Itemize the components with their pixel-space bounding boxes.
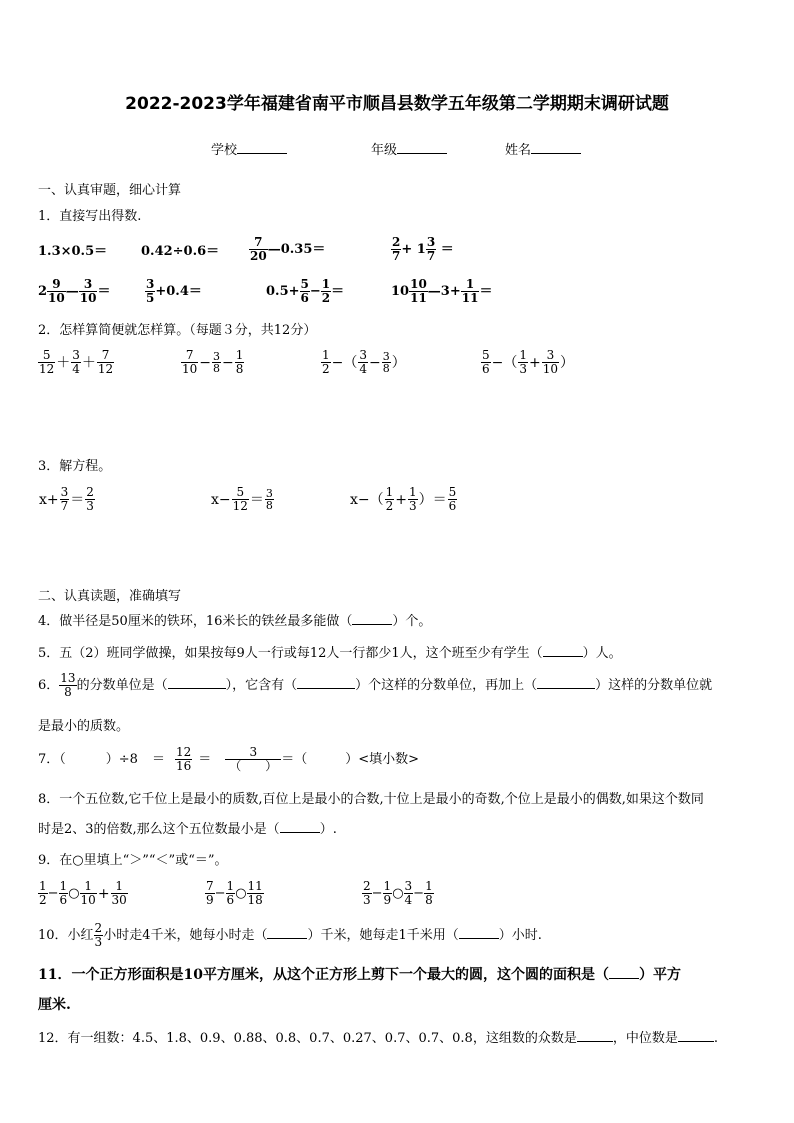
- fraction: $\frac{1}{3}$: [519, 348, 528, 376]
- fraction: $\frac{1}{2}$: [39, 879, 47, 907]
- fraction: $\frac{1}{8}$: [235, 348, 244, 376]
- q9-compare-2: $\frac{7}{9}$ − $\frac{1}{6}$ ○ $\frac{11}{18}$: [206, 879, 263, 907]
- grade-field[interactable]: [371, 143, 447, 159]
- question-11-line1: 11．一个正方形面积是10平方厘米，从这个正方形上剪下一个最大的圆，这个圆的面积是（ ）平方: [38, 967, 681, 983]
- question-6-line2: 是最小的质数。: [38, 719, 130, 734]
- answer-blank[interactable]: [267, 938, 307, 939]
- answer-blank[interactable]: [678, 1041, 714, 1042]
- q3-equation-1: x+ $\frac{3}{7}$ ＝ $\frac{2}{3}$: [39, 485, 94, 513]
- fraction: $\frac{3}{7}$: [60, 485, 69, 513]
- fraction: $\frac{2}{3}$: [86, 485, 94, 513]
- fraction: $\frac{1}{10}$: [80, 879, 96, 907]
- fraction: $\frac{2}{3}$: [363, 879, 371, 907]
- school-blank[interactable]: [237, 153, 287, 154]
- answer-blank[interactable]: [543, 656, 583, 657]
- question-11-line2: 厘米.: [38, 997, 71, 1013]
- fraction: $\frac{11}{18}$: [247, 879, 263, 907]
- grade-label: 年级: [371, 143, 398, 158]
- fraction: $\frac{1}{8}$: [425, 879, 433, 907]
- q2-expression-1: $\frac{5}{12}$ ＋ $\frac{3}{4}$ ＋ $\frac{7}{12}$: [39, 348, 114, 376]
- q1-item-h: 10 $\frac{10}{11}$ —3+ $\frac{1}{11}$ ＝: [391, 277, 493, 305]
- q2-expression-2: $\frac{7}{10}$ − $\frac{3}{8}$ − $\frac{1}{8}$: [182, 348, 244, 376]
- fraction: $\frac{5}{6}$: [448, 485, 457, 513]
- question-3-label: 3．解方程。: [38, 459, 112, 474]
- q1-item-c: $\frac{7}{20}$ —0.35＝: [250, 235, 326, 263]
- name-label: 姓名: [505, 143, 532, 158]
- answer-blank[interactable]: [459, 938, 499, 939]
- fraction: $\frac{1}{3}$: [409, 485, 417, 513]
- fraction: $\frac{1}{9}$: [383, 879, 392, 907]
- fraction: $\frac{7}{20}$: [250, 235, 267, 263]
- question-8-line1: 8．一个五位数,它千位上是最小的质数,百位上是最小的合数,十位上是最小的奇数,个位上是最小的偶数,如果这个数同: [38, 792, 704, 807]
- q1-item-e: 2 $\frac{9}{10}$ — $\frac{3}{10}$ ＝: [38, 277, 111, 305]
- q1-item-a: 1.3×0.5＝: [38, 244, 108, 259]
- question-5: 5．五（2）班同学做操，如果按每9人一行或每12人一行都少1人，这个班至少有学生（ ）人。: [38, 646, 622, 661]
- fraction: $\frac{13}{8}$: [60, 671, 76, 699]
- question-2-label: 2．怎样算简便就怎样算。（每题３分，共12分）: [38, 323, 317, 338]
- fraction: $\frac{3}{10}$: [79, 277, 97, 305]
- q1-item-f: $\frac{3}{5}$ +0.4＝: [146, 277, 202, 305]
- question-12: 12．有一组数：4.5、1.8、0.9、0.88、0.8、0.7、0.27、0.7、0.7、0.8，这组数的众数是 ，中位数是 .: [38, 1031, 718, 1046]
- page-title: 2022-2023学年福建省南平市顺昌县数学五年级第二学期期末调研试题: [125, 94, 669, 114]
- fraction: $\frac{1}{2}$: [321, 277, 331, 305]
- compare-circle[interactable]: ○: [392, 886, 404, 901]
- answer-blank[interactable]: [609, 978, 639, 979]
- fraction: $\frac{1}{30}$: [111, 879, 127, 907]
- question-1-label: 1．直接写出得数.: [38, 209, 142, 224]
- q2-expression-4: $\frac{5}{6}$ −（ $\frac{1}{3}$ + $\frac{3}{10}$ ）: [482, 348, 575, 376]
- answer-blank[interactable]: [537, 688, 595, 689]
- fraction[interactable]: $\frac{3}{( )}$: [225, 746, 281, 773]
- fraction: $\frac{3}{4}$: [72, 348, 80, 376]
- fraction: $\frac{3}{5}$: [146, 277, 155, 305]
- fraction: $\frac{5}{12}$: [232, 485, 248, 513]
- name-field[interactable]: [505, 143, 581, 159]
- fraction: $\frac{9}{10}$: [48, 277, 65, 305]
- fraction: $\frac{3}{8}$: [213, 350, 221, 375]
- grade-blank[interactable]: [397, 153, 447, 154]
- fraction: $\frac{5}{6}$: [482, 348, 490, 376]
- fraction: $\frac{10}{11}$: [410, 277, 427, 305]
- answer-blank[interactable]: [352, 624, 392, 625]
- answer-blank[interactable]: [577, 1041, 613, 1042]
- answer-blank[interactable]: [280, 832, 320, 833]
- fraction: $\frac{3}{4}$: [404, 879, 413, 907]
- q2-expression-3: $\frac{1}{2}$ −（ $\frac{3}{4}$ − $\frac{3}{8}$ ）: [322, 348, 406, 376]
- fraction: $\frac{3}{8}$: [382, 350, 390, 375]
- fraction: $\frac{5}{6}$: [300, 277, 309, 305]
- fraction: $\frac{7}{9}$: [206, 879, 214, 907]
- q9-compare-1: $\frac{1}{2}$ − $\frac{1}{6}$ ○ $\frac{1}{10}$ + $\frac{1}{30}$: [39, 879, 127, 907]
- question-4: 4．做半径是50厘米的铁环，16米长的铁丝最多能做（ ）个。: [38, 614, 432, 629]
- compare-circle[interactable]: ○: [68, 886, 80, 901]
- question-8-line2: 时是2、3的倍数,那么这个五位数最小是（ ）.: [38, 822, 337, 837]
- school-field[interactable]: [211, 143, 287, 159]
- fraction: $\frac{2}{3}$: [94, 921, 103, 949]
- name-blank[interactable]: [531, 153, 581, 154]
- q3-equation-3: x−（ $\frac{1}{2}$ + $\frac{1}{3}$ ）＝ $\frac{5}{6}$: [350, 485, 457, 513]
- question-10: 10．小红 $\frac{2}{3}$ 小时走4千米，她每小时走（ ）千米，她每走1千米用（ ）小时.: [38, 921, 542, 949]
- question-9-label: 9．在○里填上“＞”“＜”或“＝”。: [38, 853, 228, 868]
- fraction: $\frac{1}{2}$: [385, 485, 394, 513]
- fraction: $\frac{1}{6}$: [59, 879, 68, 907]
- fraction: $\frac{3}{8}$: [265, 487, 273, 512]
- q3-equation-2: x− $\frac{5}{12}$ ＝ $\frac{3}{8}$: [211, 485, 273, 513]
- fraction: $\frac{3}{10}$: [542, 348, 559, 376]
- fraction: $\frac{2}{7}$: [392, 235, 401, 263]
- fraction: $\frac{3}{7}$: [426, 235, 436, 263]
- question-7: 7．（ ）÷8 ＝ $\frac{12}{16}$ ＝ $\frac{3}{( )}$ ＝（ ）<填小数>: [38, 745, 420, 773]
- fraction: $\frac{1}{2}$: [322, 348, 330, 376]
- compare-circle[interactable]: ○: [235, 886, 247, 901]
- fraction: $\frac{1}{6}$: [226, 879, 235, 907]
- fraction: $\frac{7}{10}$: [182, 348, 198, 376]
- answer-blank[interactable]: [168, 688, 226, 689]
- school-label: 学校: [211, 143, 238, 158]
- q1-item-b: 0.42÷0.6＝: [141, 244, 220, 259]
- section2-heading: 二、认真读题，准确填写: [38, 589, 182, 604]
- fraction: $\frac{12}{16}$: [175, 745, 192, 773]
- fraction: $\frac{5}{12}$: [39, 348, 55, 376]
- question-6: 6． $\frac{13}{8}$ 的分数单位是（ ），它含有（ ）个这样的分数单位，再加上（ ）这样的分数单位就: [38, 671, 713, 699]
- fraction: $\frac{3}{4}$: [359, 348, 368, 376]
- section1-heading: 一、认真审题，细心计算: [38, 183, 182, 198]
- fraction: $\frac{1}{11}$: [461, 277, 479, 305]
- fraction: $\frac{7}{12}$: [97, 348, 114, 376]
- q1-item-d: $\frac{2}{7}$ + 1 $\frac{3}{7}$ ＝: [392, 235, 454, 263]
- answer-blank[interactable]: [297, 688, 355, 689]
- q1-item-g: 0.5+ $\frac{5}{6}$ − $\frac{1}{2}$ ＝: [266, 277, 345, 305]
- q9-compare-3: $\frac{2}{3}$ − $\frac{1}{9}$ ○ $\frac{3}{4}$ − $\frac{1}{8}$: [363, 879, 433, 907]
